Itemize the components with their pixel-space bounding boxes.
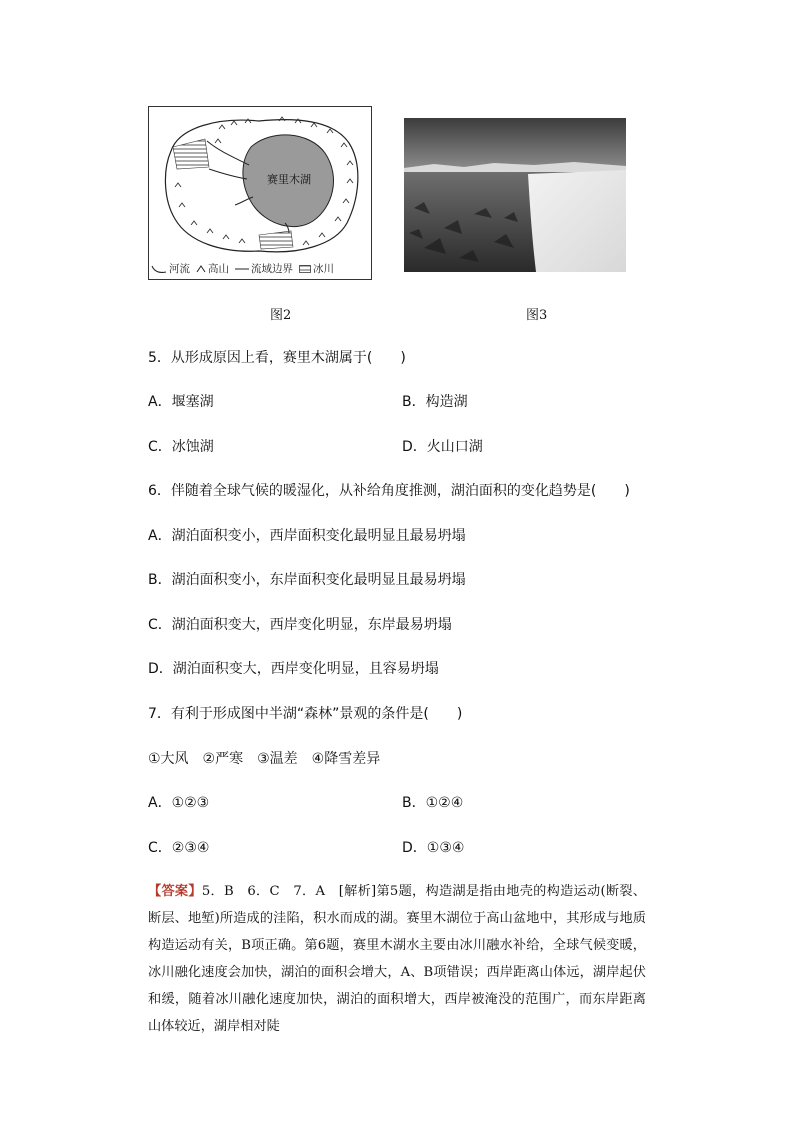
question-6-stem: 6．伴随着全球气候的暖湿化，从补给角度推测，湖泊面积的变化趋势是( ) bbox=[148, 483, 630, 499]
lake-label: 赛里木湖 bbox=[267, 173, 311, 186]
question-7-stem: 7．有利于形成图中半湖“森林”景观的条件是( ) bbox=[148, 706, 463, 722]
map-legend bbox=[151, 261, 334, 276]
q7-option-b: B．①②④ bbox=[402, 795, 464, 811]
glacier-legend-icon bbox=[299, 264, 311, 274]
q6-option-b: B．湖泊面积变小，东岸面积变化最明显且最易坍塌 bbox=[148, 572, 466, 588]
figure2-map bbox=[148, 106, 372, 280]
answer-text: 5．B 6．C 7．A [解析]第5题，构造湖是指由地壳的构造运动(断裂、断层、地堑)所造成的洼陷，积水而成的湖。赛里木湖位于高山盆地中，其形成与地质构造运动有关，B项正确。第6题，赛里木湖水主要由冰川融水补给，全球气候变暖，冰川融化速度会加快，湖泊的面积会增大，A、B项错误；西岸距离山体远，湖岸起伏和缓，随着冰川融化速度加快，湖泊的面积增大，西岸被淹没的范围广，而东岸距离山体较近，湖岸相对陡 bbox=[148, 884, 646, 1034]
glacier-west bbox=[173, 139, 209, 169]
figure3-caption: 图3 bbox=[526, 308, 548, 323]
boundary-legend-icon bbox=[235, 264, 249, 274]
legend-river: 河流 bbox=[151, 261, 190, 276]
glacier-south bbox=[259, 231, 293, 249]
snow-covered-ice bbox=[528, 170, 626, 272]
river-legend-icon bbox=[151, 264, 167, 274]
figure3-photo bbox=[404, 118, 626, 272]
q6-option-c: C．湖泊面积变大，西岸变化明显，东岸最易坍塌 bbox=[148, 617, 452, 633]
figure2-caption: 图2 bbox=[270, 308, 292, 323]
lake-basin-map bbox=[149, 107, 371, 279]
q6-option-d: D．湖泊面积变大，西岸变化明显，且容易坍塌 bbox=[148, 661, 439, 677]
frozen-lake-photo bbox=[404, 118, 626, 272]
answer-tag: 【答案】 bbox=[148, 884, 202, 899]
q5-option-b: B．构造湖 bbox=[402, 394, 468, 410]
legend-mountain: 高山 bbox=[196, 261, 229, 276]
q7-option-a: A．①②③ bbox=[148, 795, 210, 811]
legend-boundary: 流域边界 bbox=[235, 261, 293, 276]
q7-option-d: D．①③④ bbox=[402, 840, 465, 856]
question-5-stem: 5．从形成原因上看，赛里木湖属于( ) bbox=[148, 350, 406, 366]
q5-option-d: D．火山口湖 bbox=[402, 439, 483, 455]
q5-option-a: A．堰塞湖 bbox=[148, 394, 214, 410]
river-1 bbox=[207, 141, 249, 165]
q7-option-c: C．②③④ bbox=[148, 840, 210, 856]
q5-option-c: C．冰蚀湖 bbox=[148, 439, 214, 455]
river-2 bbox=[209, 169, 247, 179]
q7-conditions: ①大风 ②严寒 ③温差 ④降雪差异 bbox=[148, 751, 381, 767]
q6-option-a: A．湖泊面积变小，西岸面积变化最明显且最易坍塌 bbox=[148, 528, 466, 544]
legend-glacier: 冰川 bbox=[299, 261, 334, 276]
mountain-legend-icon bbox=[196, 264, 206, 274]
answer-explanation bbox=[148, 878, 646, 1040]
